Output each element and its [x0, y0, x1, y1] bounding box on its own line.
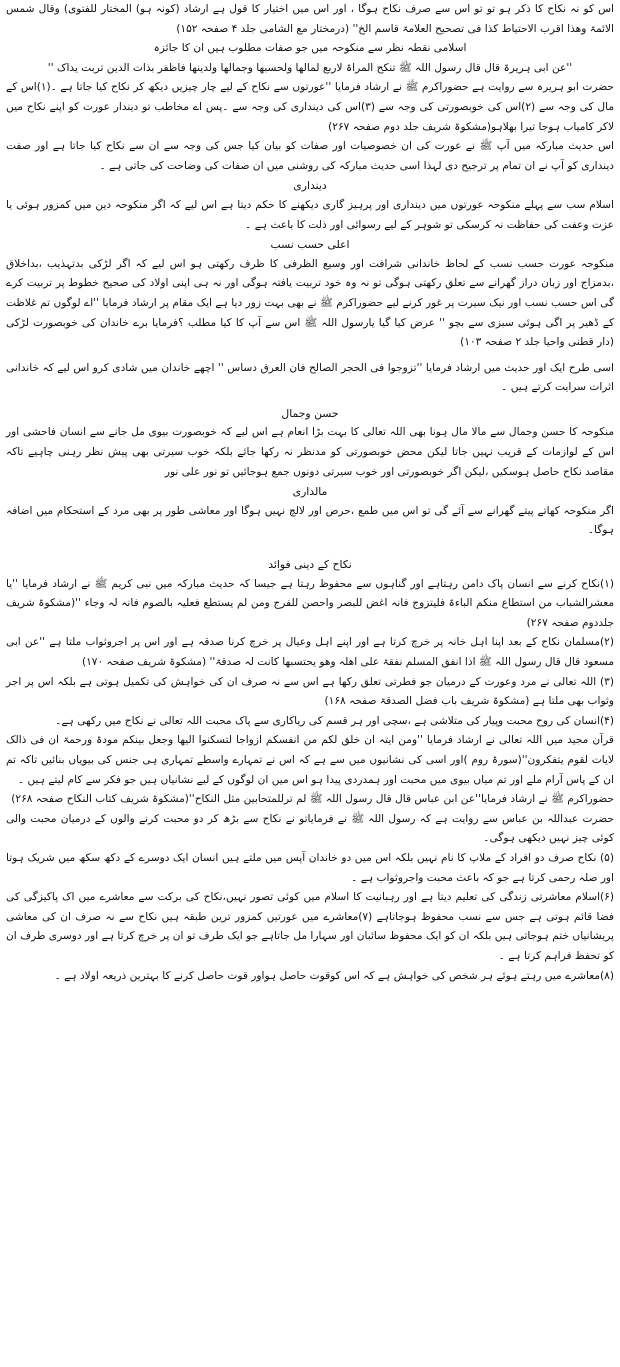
hadith-translation: حضرت ابو ہریرہ سے روایت ہے حضوراکرم ﷺ نے ارشاد فرمایا ''عورتوں سے نکاح کے لیے چار چیزیں دیکھ کر نکاح کیا جاتا ہے ۔(۱)اس کے مال کی وجہ سے (۲)اس کی خوبصورتی کی وجہ سے (۳)اس کی دینداری کی وجہ سے ۔پس اے مخاطب تو دیندار عورت کو اپنے نکاح میں لاکر کامیاب ہوجا تیرا بھلاہو(مشکوۃ شریف جلد دوم صفحہ ۲۶۷) [6, 81, 614, 133]
benefit-4: (۴)انسان کی روح محبت وپیار کی متلاشی ہے ،سچی اور ہر قسم کی ریاکاری سے پاک محبت اللہ تعالی نے نکاح میں رکھی ہے۔ [55, 714, 614, 727]
paragraph-lineage-hadith: اسی طرح ایک اور حدیث میں ارشاد فرمایا ''تزوجوا فی الحجر الصالح فان العرق دساس '' اچھے خاندان میں شادی کرو اس لیے کہ خاندانی اثرات سرایت کرتے ہیں ۔ [6, 361, 614, 394]
paragraph-explanation: اس حدیث مبارکہ میں آپ ﷺ نے عورت کی ان خصوصیات اور صفات کو بیان کیا جس کی وجہ سے ان سے نکاح کیا جاتا ہے اور صفت دینداری کو آپ نے ان تمام پر ترجیح دی لہذا اسی حدیث مبارکہ کی روشنی میں ان صفات کی وضاحت کی جاتی ہے ۔ [6, 140, 614, 172]
benefit-2: (۲)مسلمان نکاح کے بعد اپنا اہل خانہ پر خرچ کرتا ہے اور اپنے اہل وعیال پر خرچ کرنا صدقہ ہے اور اس پر اجروثواب ملتا ہے ''عن ابی مسعود قال قال رسول اللہ ﷺ اذا انفق المسلم نفقۃ علی اھلہ وھو یحتسبھا کانت لہ صدقۃ'' (مشکوۃ شریف صفحہ ۱۷۰) [6, 636, 614, 668]
paragraph-beauty: منکوحہ کا حسن وجمال سے مالا مال ہونا بھی اللہ تعالی کا بہت بڑا انعام ہے اس لیے کہ خوبصورت بیوی مل جانے سے انسان فاحشی اور اس کے لوازمات کے قریب نہیں جاتا لیکن محض خوبصورتی کو مدنظر نہ رکھا جائے بلکہ خوب سیرتی بھی پیش نظر رہنی چاہیے تاکہ مقاصد نکاح حاصل ہوسکیں ،لیکن اگر خوبصورتی اور خوب سیرتی دونوں جمع ہوجائیں تو نور علی نور [6, 426, 614, 478]
quran-verse: قرآن مجید میں اللہ تعالی نے ارشاد فرمایا ''ومن ایتہ ان خلق لکم من انفسکم ازواجا لتسکنوا الیھا وجعل بینکم مودۃ ورحمۃ ان فی ذالک لایات لقوم یتفکرون''(سورۃ روم )اور اسی کی نشانیوں میں سے ہے کہ اس نے تمہارے واسطے تمہاری ہی جنس کی بیویاں بنائیں تاکہ تم ان کے پاس آرام ملے اور تم میاں بیوی میں محبت اور ہمدردی پیدا ہو اس میں ان لوگوں کے لیے نشانیاں ہیں جو فکر سے کام لیتے ہیں ۔ [6, 734, 614, 786]
paragraph-wealth: اگر منکوحہ کھاتے پیتے گھرانے سے آئے گی تو اس میں طمع ،حرص اور لالچ نہیں ہوگا اور معاشی طور پر بھی مرد کے استحکام میں اضافہ ہوگا۔ [6, 504, 614, 537]
heading-religiosity: دینداری [293, 179, 327, 193]
paragraph-religiosity: اسلام سب سے پہلے منکوحہ عورتوں میں دینداری اور پرہیز گاری دیکھنے کا حکم دیتا ہے اس لیے کہ اگر منکوحہ دین میں کمزور ہوئی یا عزت وعفت کی حفاظت نہ کرسکی تو شوہر کے لیے رسوائی اور ذلت کا باعث ہے ۔ [6, 198, 614, 231]
benefit-8: (۸)معاشرے میں رہتے ہوئے ہر شخص کی خواہش ہے کہ اس کوقوت حاصل ہواور قوت حاصل کرنے کا بہترین ذریعہ اولاد ہے ۔ [54, 969, 614, 982]
paragraph-intro: اس کو نہ نکاح کا ذکر ہو تو تو اس سے صرف نکاح ہوگا ، اور اس میں اختیار کا قول ہے ارشاد (کونہ ہو) المختار للفتوی) وقال شمس الائمۃ وھذا اقرب الاحتیاط کذا فی تصحیح العلامۃ قاسم الخ'' (درمختار مع الشامی جلد ۴ صفحہ ۱۵۲) [6, 3, 614, 35]
hadith-love-translation: حضرت عبداللہ بن عباس سے روایت ہے کہ رسول اللہ ﷺ نے فرمایاتو نے نکاح سے بڑھ کر دو محبت کرنے والوں کے درمیان محبت والی کوئی چیز نہیں دیکھی ہوگی۔ [6, 812, 614, 845]
section-heading-qualities: اسلامی نقطہ نظر سے منکوحہ میں جو صفات مطلوب ہیں ان کا جائزہ [153, 42, 467, 55]
heading-beauty: حسن وجمال [281, 406, 339, 420]
hadith-arabic: ''عن ابی ہریرۃ قال قال رسول اللہ ﷺ تنکح المراۃ لاربع لمالھا ولحسبھا وجمالھا ولدینھا فاظفر بذات الدین تربت یداک '' [47, 61, 573, 74]
benefit-5: (۵) نکاح صرف دو افراد کے ملاپ کا نام نہیں بلکہ اس میں دو خاندان آپس میں ملتے ہیں انسان ایک دوسرے کے دکھ سکھ میں شریک ہوتا اور صلہ رحمی کرتا ہے جو کہ باعث محبت واجروثواب ہے ۔ [6, 851, 614, 884]
heading-wealth: مالداری [292, 485, 328, 499]
benefit-1: (۱)نکاح کرنے سے انسان پاک دامن رہتاہے اور گناہوں سے محفوظ رہتا ہے جیسا کہ حدیث مبارکہ میں نبی کریم ﷺ نے ارشاد فرمایا ''یا معشرالشباب من استطاع منکم الباءۃ فلیتزوج فانہ اغض للبصر واحصن للفرج ومن لم یستطع فعلیہ بالصوم فانہ لہ وجاء ''(مشکوۃ شریف جلددوم صفحہ ۲۶۷) [6, 577, 614, 629]
hadith-love: حضوراکرم ﷺ نے ارشاد فرمایا''عن ابن عباس قال قال رسول اللہ ﷺ لم ترللمتحابین مثل النکاح''(مشکوۃ شریف کتاب النکاح صفحہ ۲۶۸) [11, 793, 614, 806]
benefit-6-7: (۶)اسلام معاشرتی زندگی کی تعلیم دیتا ہے اور رہبانیت کا اسلام میں کوئی تصور نہیں،نکاح کی برکت سے معاشرے میں اک پاکیزگی کی فضا قائم ہوتی ہے جس سے نسب محفوظ ہوجاتاہے (۷)معاشرے میں عورتیں کمزور ترین طبقہ ہیں نکاح سے نہ صرف ان کی معاشی پریشانیاں ختم ہوجاتی ہیں بلکہ ان کو ایک محفوظ سائبان اور سہارا مل جاتاہے جو ایک طرف تو ان پر خرچ کرتا ہے اور دوسری طرف ان کو تحفظ فراہم کرتا ہے ۔ [6, 891, 614, 962]
heading-lineage: اعلی حسب نسب [270, 238, 350, 252]
benefit-3: (۳) اللہ تعالی نے مرد وعورت کے درمیان جو فطرتی تعلق رکھا ہے اس سے نہ صرف ان کی خواہش کی تکمیل ہوتی ہے بلکہ اس پر اجر وثواب بھی ملتا ہے (مشکوۃ شریف باب فضل الصدقۃ صفحہ ۱۶۸) [6, 675, 614, 708]
heading-religious-benefits: نکاح کے دینی فوائد [268, 558, 352, 572]
paragraph-lineage: منکوحہ عورت حسب نسب کے لحاظ خاندانی شرافت اور وسیع الظرفی کا ظرف رکھتی ہو اس لیے کہ اگر لڑکی بدتہذیب ،بداخلاق ،بدمزاج اور زبان دراز گھرانے سے تعلق رکھتی ہوگی تو نہ وہ خود تربیت یافتہ ہوگی اور نہ ہی اپنی اولاد کی صحیح خطوط پر تربیت کرے گی اس حسب نسب اور نیک سیرت پر غور کرنے لیے حضوراکرم ﷺ نے بھی بہت زور دیا ہے ایک مقام پر ارشاد فرمایا ''اے لوگوں تم غلاظت کے ڈھیر پر اگی ہوئی سبزی سے بچو '' عرض کیا گیا یارسول اللہ ﷺ اس سے آپ کا کیا مطلب ؟فرمایا برے خاندان کی خوبصورت لڑکی (دار قطنی واحیا جلد ۲ صفحہ ۱۰۳) [6, 257, 614, 349]
